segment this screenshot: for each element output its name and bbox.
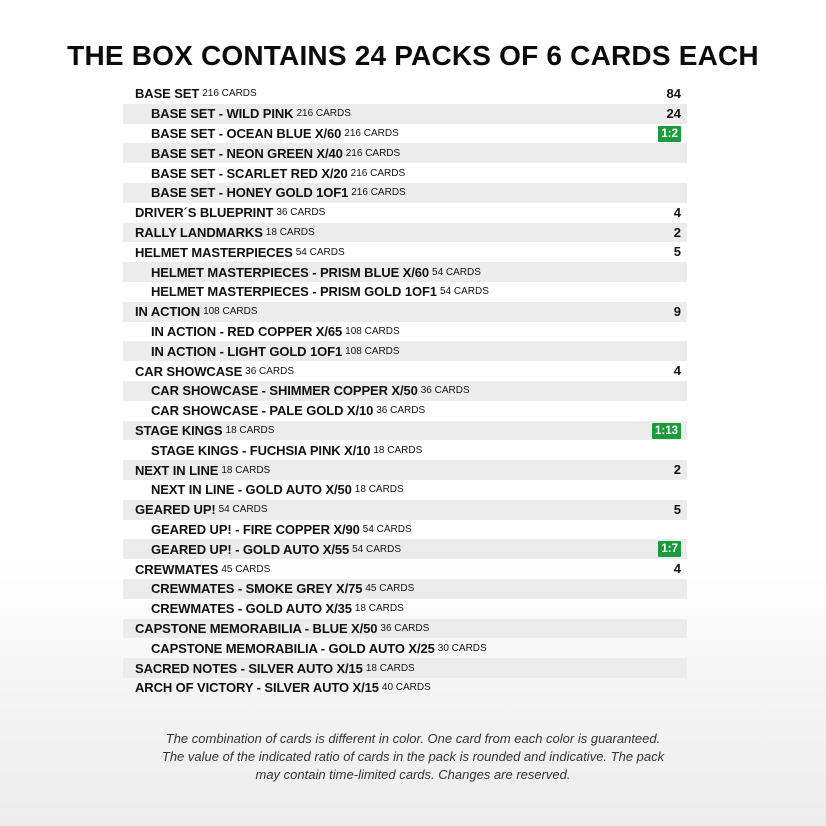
card-count: 36 CARDS bbox=[245, 365, 295, 377]
card-count: 36 CARDS bbox=[376, 405, 426, 417]
card-set-name: IN ACTION - RED COPPER X/65 bbox=[151, 323, 343, 339]
card-set-name: SACRED NOTES - SILVER AUTO X/15 bbox=[135, 660, 363, 676]
checklist-row bbox=[123, 302, 687, 322]
card-count: 54 CARDS bbox=[432, 266, 481, 278]
card-count: 216 CARDS bbox=[345, 147, 401, 159]
card-set-name: CREWMATES - GOLD AUTO X/35 bbox=[151, 601, 352, 617]
disclaimer-line: may contain time-limited cards. Changes are reserved. bbox=[255, 767, 571, 782]
card-set-name: BASE SET bbox=[135, 86, 200, 102]
checklist-row bbox=[123, 203, 687, 223]
card-set-name: BASE SET - OCEAN BLUE X/60 bbox=[151, 125, 342, 141]
card-set-name: BASE SET - HONEY GOLD 1OF1 bbox=[151, 185, 349, 201]
card-count: 36 CARDS bbox=[420, 385, 470, 397]
checklist-row bbox=[123, 619, 687, 639]
checklist-row bbox=[123, 381, 687, 401]
card-count: 18 CARDS bbox=[373, 444, 423, 456]
card-set-name: BASE SET - WILD PINK bbox=[151, 106, 294, 122]
pack-ratio: 5 bbox=[673, 244, 681, 260]
disclaimer-note bbox=[0, 730, 826, 784]
checklist-row bbox=[123, 143, 687, 163]
checklist-row bbox=[123, 262, 687, 282]
card-set-name: NEXT IN LINE bbox=[135, 462, 219, 478]
checklist-row bbox=[123, 401, 687, 421]
card-set-name: IN ACTION - LIGHT GOLD 1OF1 bbox=[151, 343, 343, 359]
card-count: 108 CARDS bbox=[345, 325, 400, 337]
card-count: 18 CARDS bbox=[354, 484, 404, 496]
card-set-name: HELMET MASTERPIECES bbox=[135, 244, 293, 260]
checklist-row bbox=[123, 104, 687, 124]
card-set-name: DRIVER´S BLUEPRINT bbox=[135, 205, 274, 221]
pack-ratio: 84 bbox=[666, 86, 681, 101]
pack-ratio: 4 bbox=[673, 204, 681, 220]
card-set-name: CREWMATES bbox=[135, 561, 219, 577]
checklist-row bbox=[123, 440, 687, 460]
disclaimer-line: The value of the indicated ratio of cards in the pack is rounded and indicative. The pack bbox=[161, 749, 665, 764]
checklist-row bbox=[123, 480, 687, 500]
checklist-row bbox=[123, 678, 687, 698]
checklist-row bbox=[123, 559, 687, 579]
checklist-row bbox=[123, 421, 687, 441]
checklist-row bbox=[123, 322, 687, 342]
ratio-badge: 1:13 bbox=[652, 423, 681, 439]
checklist-row bbox=[123, 579, 687, 599]
pack-ratio: 2 bbox=[673, 224, 681, 240]
ratio-badge: 1:7 bbox=[658, 541, 681, 557]
card-count: 108 CARDS bbox=[345, 345, 400, 357]
card-set-name: BASE SET - SCARLET RED X/20 bbox=[151, 165, 348, 181]
pack-ratio: 4 bbox=[673, 561, 681, 577]
card-count: 18 CARDS bbox=[354, 603, 404, 615]
card-count: 45 CARDS bbox=[221, 563, 271, 575]
card-set-name: CAR SHOWCASE - PALE GOLD X/10 bbox=[151, 403, 374, 419]
pack-ratio: 4 bbox=[673, 363, 681, 379]
checklist-row bbox=[123, 242, 687, 262]
card-set-name: HELMET MASTERPIECES - PRISM BLUE X/60 bbox=[151, 264, 430, 280]
checklist-row bbox=[123, 84, 687, 104]
ratio-badge: 1:2 bbox=[658, 126, 681, 142]
card-set-name: GEARED UP! - GOLD AUTO X/55 bbox=[151, 541, 350, 557]
card-count: 54 CARDS bbox=[295, 246, 345, 258]
checklist-row bbox=[123, 599, 687, 619]
card-set-name: CAPSTONE MEMORABILIA - BLUE X/50 bbox=[135, 620, 378, 636]
card-count: 36 CARDS bbox=[380, 622, 430, 634]
card-count: 108 CARDS bbox=[203, 306, 258, 318]
card-set-name: RALLY LANDMARKS bbox=[135, 224, 263, 240]
card-count: 18 CARDS bbox=[221, 464, 271, 476]
card-count: 216 CARDS bbox=[350, 167, 406, 179]
checklist-row bbox=[123, 658, 687, 678]
card-set-name: CAR SHOWCASE - SHIMMER COPPER X/50 bbox=[151, 383, 418, 399]
card-set-name: STAGE KINGS bbox=[135, 422, 223, 438]
checklist-row bbox=[123, 223, 687, 243]
card-count: 36 CARDS bbox=[276, 207, 326, 219]
card-count: 54 CARDS bbox=[362, 523, 412, 535]
card-count: 216 CARDS bbox=[296, 108, 351, 120]
pack-ratio: 24 bbox=[666, 105, 681, 121]
pack-ratio: 5 bbox=[673, 501, 681, 517]
checklist-row bbox=[123, 460, 687, 480]
pack-ratio: 9 bbox=[673, 303, 681, 319]
checklist-row bbox=[123, 341, 687, 361]
card-set-name: BASE SET - NEON GREEN X/40 bbox=[151, 145, 343, 161]
card-count: 54 CARDS bbox=[439, 286, 489, 298]
card-set-name: CAR SHOWCASE bbox=[135, 363, 243, 379]
card-set-name: CAPSTONE MEMORABILIA - GOLD AUTO X/25 bbox=[151, 640, 435, 656]
disclaimer-line: The combination of cards is different in color. One card from each color is guaranteed. bbox=[165, 731, 661, 746]
card-set-name: CREWMATES - SMOKE GREY X/75 bbox=[151, 581, 363, 597]
card-set-name: IN ACTION bbox=[135, 304, 201, 320]
card-set-name: GEARED UP! bbox=[135, 502, 216, 518]
card-count: 18 CARDS bbox=[365, 662, 415, 674]
card-count: 216 CARDS bbox=[344, 127, 399, 139]
card-count: 18 CARDS bbox=[265, 226, 315, 238]
checklist-row bbox=[123, 520, 687, 540]
checklist-row bbox=[123, 361, 687, 381]
card-set-name: ARCH OF VICTORY - SILVER AUTO X/15 bbox=[135, 680, 379, 696]
checklist-row bbox=[123, 539, 687, 559]
card-checklist bbox=[123, 84, 687, 698]
card-count: 40 CARDS bbox=[381, 682, 431, 694]
card-count: 45 CARDS bbox=[365, 583, 415, 595]
card-count: 18 CARDS bbox=[225, 424, 275, 436]
checklist-row bbox=[123, 638, 687, 658]
checklist-row bbox=[123, 282, 687, 302]
page-title: THE BOX CONTAINS 24 PACKS OF 6 CARDS EACH bbox=[67, 40, 759, 71]
card-count: 54 CARDS bbox=[218, 504, 268, 516]
checklist-row bbox=[123, 183, 687, 203]
checklist-row bbox=[123, 500, 687, 520]
pack-ratio: 2 bbox=[673, 462, 681, 478]
checklist-row bbox=[123, 124, 687, 144]
checklist-row bbox=[123, 163, 687, 183]
card-set-name: HELMET MASTERPIECES - PRISM GOLD 1OF1 bbox=[151, 284, 437, 300]
card-set-name: NEXT IN LINE - GOLD AUTO X/50 bbox=[151, 482, 352, 498]
card-set-name: STAGE KINGS - FUCHSIA PINK X/10 bbox=[151, 442, 371, 458]
card-count: 30 CARDS bbox=[437, 642, 487, 654]
card-count: 216 CARDS bbox=[202, 88, 257, 100]
card-count: 216 CARDS bbox=[351, 187, 406, 199]
card-set-name: GEARED UP! - FIRE COPPER X/90 bbox=[151, 521, 360, 537]
card-count: 54 CARDS bbox=[352, 543, 402, 555]
